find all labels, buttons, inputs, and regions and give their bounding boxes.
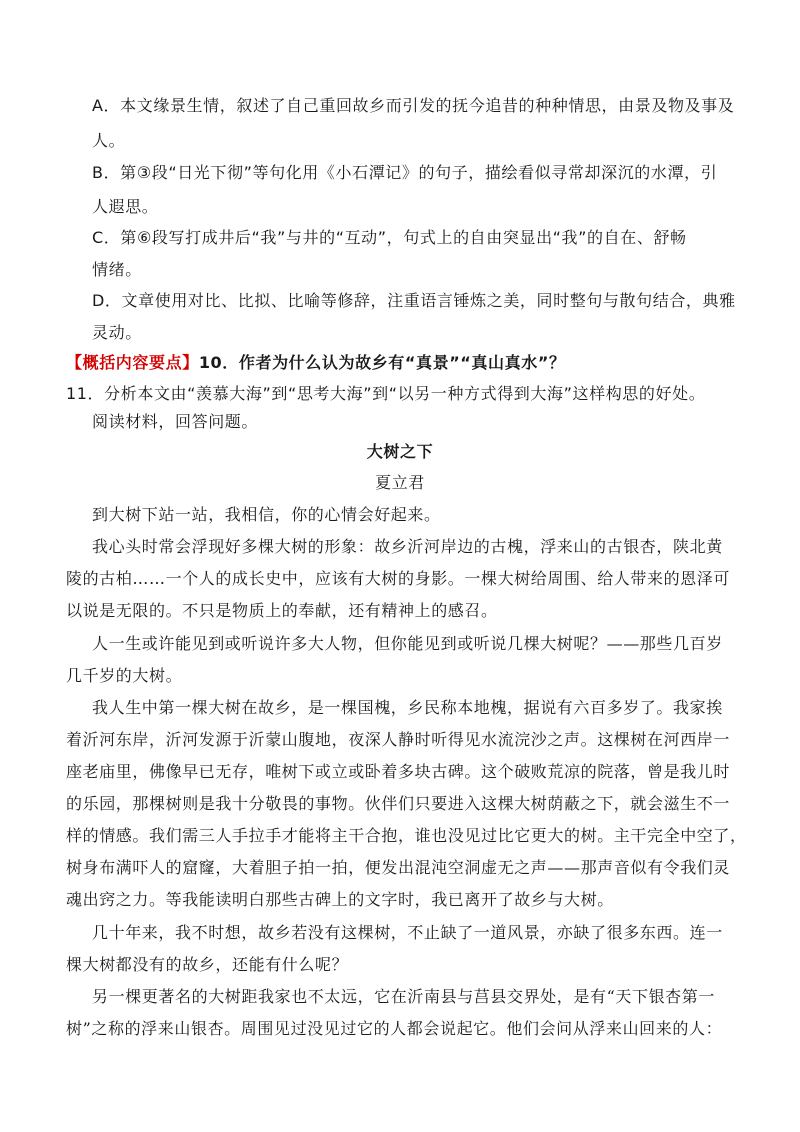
article-line: 我心头时常会浮现好多棵大树的形象：故乡沂河岸边的古槐，浮来山的古银杏，陕北黄 (92, 537, 723, 556)
article-author: 夏立君 (375, 473, 425, 492)
article-line: 样的情感。我们需三人手拉手才能将主干合抱，谁也没见过比它更大的树。主干完全中空了， (66, 826, 747, 845)
question-10-text: 10．作者为什么认为故乡有“真景”“真山真水”？ (198, 353, 566, 372)
article-line: 着沂河东岸，沂河发源于沂蒙山腹地，夜深人静时听得见水流浣沙之声。这棵树在河西岸一 (66, 730, 731, 749)
article-line: 另一棵更著名的大树距我家也不太远，它在沂南县与莒县交界处，是有“天下银杏第一 (92, 987, 715, 1006)
option-d-line1: D．文章使用对比、比拟、比喻等修辞，注重语言锤炼之美，同时整句与散句结合，典雅 (92, 291, 736, 310)
option-a-line2: 人。 (92, 131, 126, 150)
option-c-line2: 情绪。 (92, 260, 142, 279)
option-b-line1: B．第③段“日光下彻”等句化用《小石潭记》的句子，描绘看似寻常却深沉的水潭，引 (92, 163, 718, 182)
article-line: 的乐园，那棵树则是我十分敬畏的事物。伙伴们只要进入这棵大树荫蔽之下，就会滋生不一 (66, 794, 731, 813)
instruction: 阅读材料，回答问题。 (92, 412, 259, 431)
article-line: 几十年来，我不时想，故乡若没有这棵树，不止缺了一道风景，亦缺了很多东西。连一 (92, 923, 723, 942)
article-line: 树身布满吓人的窟窿，大着胆子拍一拍，便发出混沌空洞虚无之声——那声音似有令我们灵 (66, 858, 731, 877)
article-line: 树”之称的浮来山银杏。周围见过没见过它的人都会说起它。他们会问从浮来山回来的人： (66, 1019, 723, 1038)
question-11: 11．分析本文由“羡慕大海”到“思考大海”到“以另一种方式得到大海”这样构思的好处。 (66, 384, 706, 403)
option-d-line2: 灵动。 (92, 323, 142, 342)
article-line: 人一生或许能见到或听说许多大人物，但你能见到或听说几棵大树呢？——那些几百岁 (92, 634, 723, 653)
article-line: 座老庙里，佛像早已无存，唯树下或立或卧着多块古碑。这个破败荒凉的院落，曾是我儿时 (66, 762, 731, 781)
article-line: 陵的古柏……一个人的成长史中，应该有大树的身影。一棵大树给周围、给人带来的恩泽可 (66, 569, 731, 588)
article-line: 我人生中第一棵大树在故乡，是一棵国槐，乡民称本地槐，据说有六百多岁了。我家挨 (92, 698, 723, 717)
option-c-line1: C．第⑥段写打成井后“我”与井的“互动”，句式上的自由突显出“我”的自在、舒畅 (92, 228, 687, 247)
option-a-line1: A．本文缘景生情，叙述了自己重回故乡而引发的抚今追昔的种种情思，由景及物及事及 (92, 96, 735, 115)
article-title: 大树之下 (366, 442, 434, 461)
article-line: 几千岁的大树。 (66, 666, 183, 685)
question-10 (66, 353, 566, 373)
question-10-tag: 【概括内容要点】 (66, 353, 199, 372)
article-line: 魂出窍之力。等我能读明白那些古碑上的文字时，我已离开了故乡与大树。 (66, 890, 614, 909)
article-line: 到大树下站一站，我相信，你的心情会好起来。 (92, 505, 441, 524)
option-b-line2: 人遐思。 (92, 197, 159, 216)
article-line: 以说是无限的。不只是物质上的奉献，还有精神上的感召。 (66, 601, 498, 620)
article-line: 棵大树都没有的故乡，还能有什么呢？ (66, 955, 349, 974)
